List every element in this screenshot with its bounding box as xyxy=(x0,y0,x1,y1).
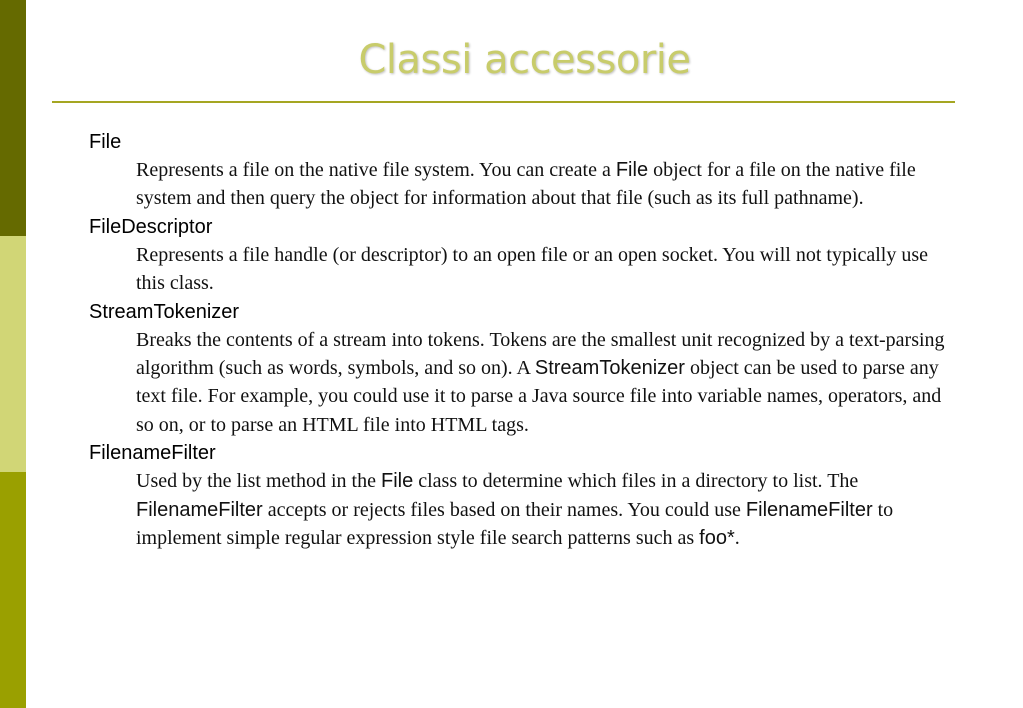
desc-text: Used by the list method in the xyxy=(136,470,381,493)
desc-text: Represents a file handle (or descriptor) to an open file or an open socket. You will not typically use this class. xyxy=(136,243,929,295)
code-term: File xyxy=(380,470,414,493)
sidebar-bar-bottom xyxy=(0,472,26,708)
slide-title: Classi accessorie xyxy=(358,37,691,83)
desc-file xyxy=(136,156,949,213)
desc-filenamefilter xyxy=(136,467,949,552)
sidebar-bar-top xyxy=(0,0,26,236)
desc-filedescriptor xyxy=(136,241,949,298)
term-filedescriptor: FileDescriptor xyxy=(89,215,213,238)
code-term: FilenameFilter xyxy=(745,498,873,521)
code-term: FilenameFilter xyxy=(136,498,263,521)
term-filenamefilter: FilenameFilter xyxy=(89,442,216,465)
content-list xyxy=(89,128,949,552)
desc-text: Represents a file on the native file system. You can create a xyxy=(136,159,616,181)
code-term: StreamTokenizer xyxy=(534,357,685,380)
desc-text: object can be used to parse any text file. For example, you could use it to parse a Java source file into variable names, operators, and so on, or to parse an HTML file into HTML tags. xyxy=(136,357,942,436)
sidebar-bar-middle xyxy=(0,236,26,472)
term-file: File xyxy=(89,131,122,153)
desc-text: to implement simple regular expression style file search patterns such as xyxy=(136,498,894,550)
desc-text: . xyxy=(734,527,740,550)
code-term: foo* xyxy=(699,527,735,550)
desc-streamtokenizer xyxy=(136,326,949,440)
term-streamtokenizer: StreamTokenizer xyxy=(89,300,240,323)
desc-text: class to determine which files in a directory to list. The xyxy=(413,470,859,493)
desc-text: object for a file on the native file system and then query the object for information about that file (such as its full pathname). xyxy=(136,159,916,210)
code-term: File xyxy=(615,159,649,181)
title-divider xyxy=(52,101,955,103)
desc-text: accepts or rejects files based on their names. You could use xyxy=(262,498,746,521)
desc-text: Breaks the contents of a stream into tokens. Tokens are the smallest unit recognized by a text-parsing algorithm (such as words, symbols, and so on). A xyxy=(136,328,945,380)
